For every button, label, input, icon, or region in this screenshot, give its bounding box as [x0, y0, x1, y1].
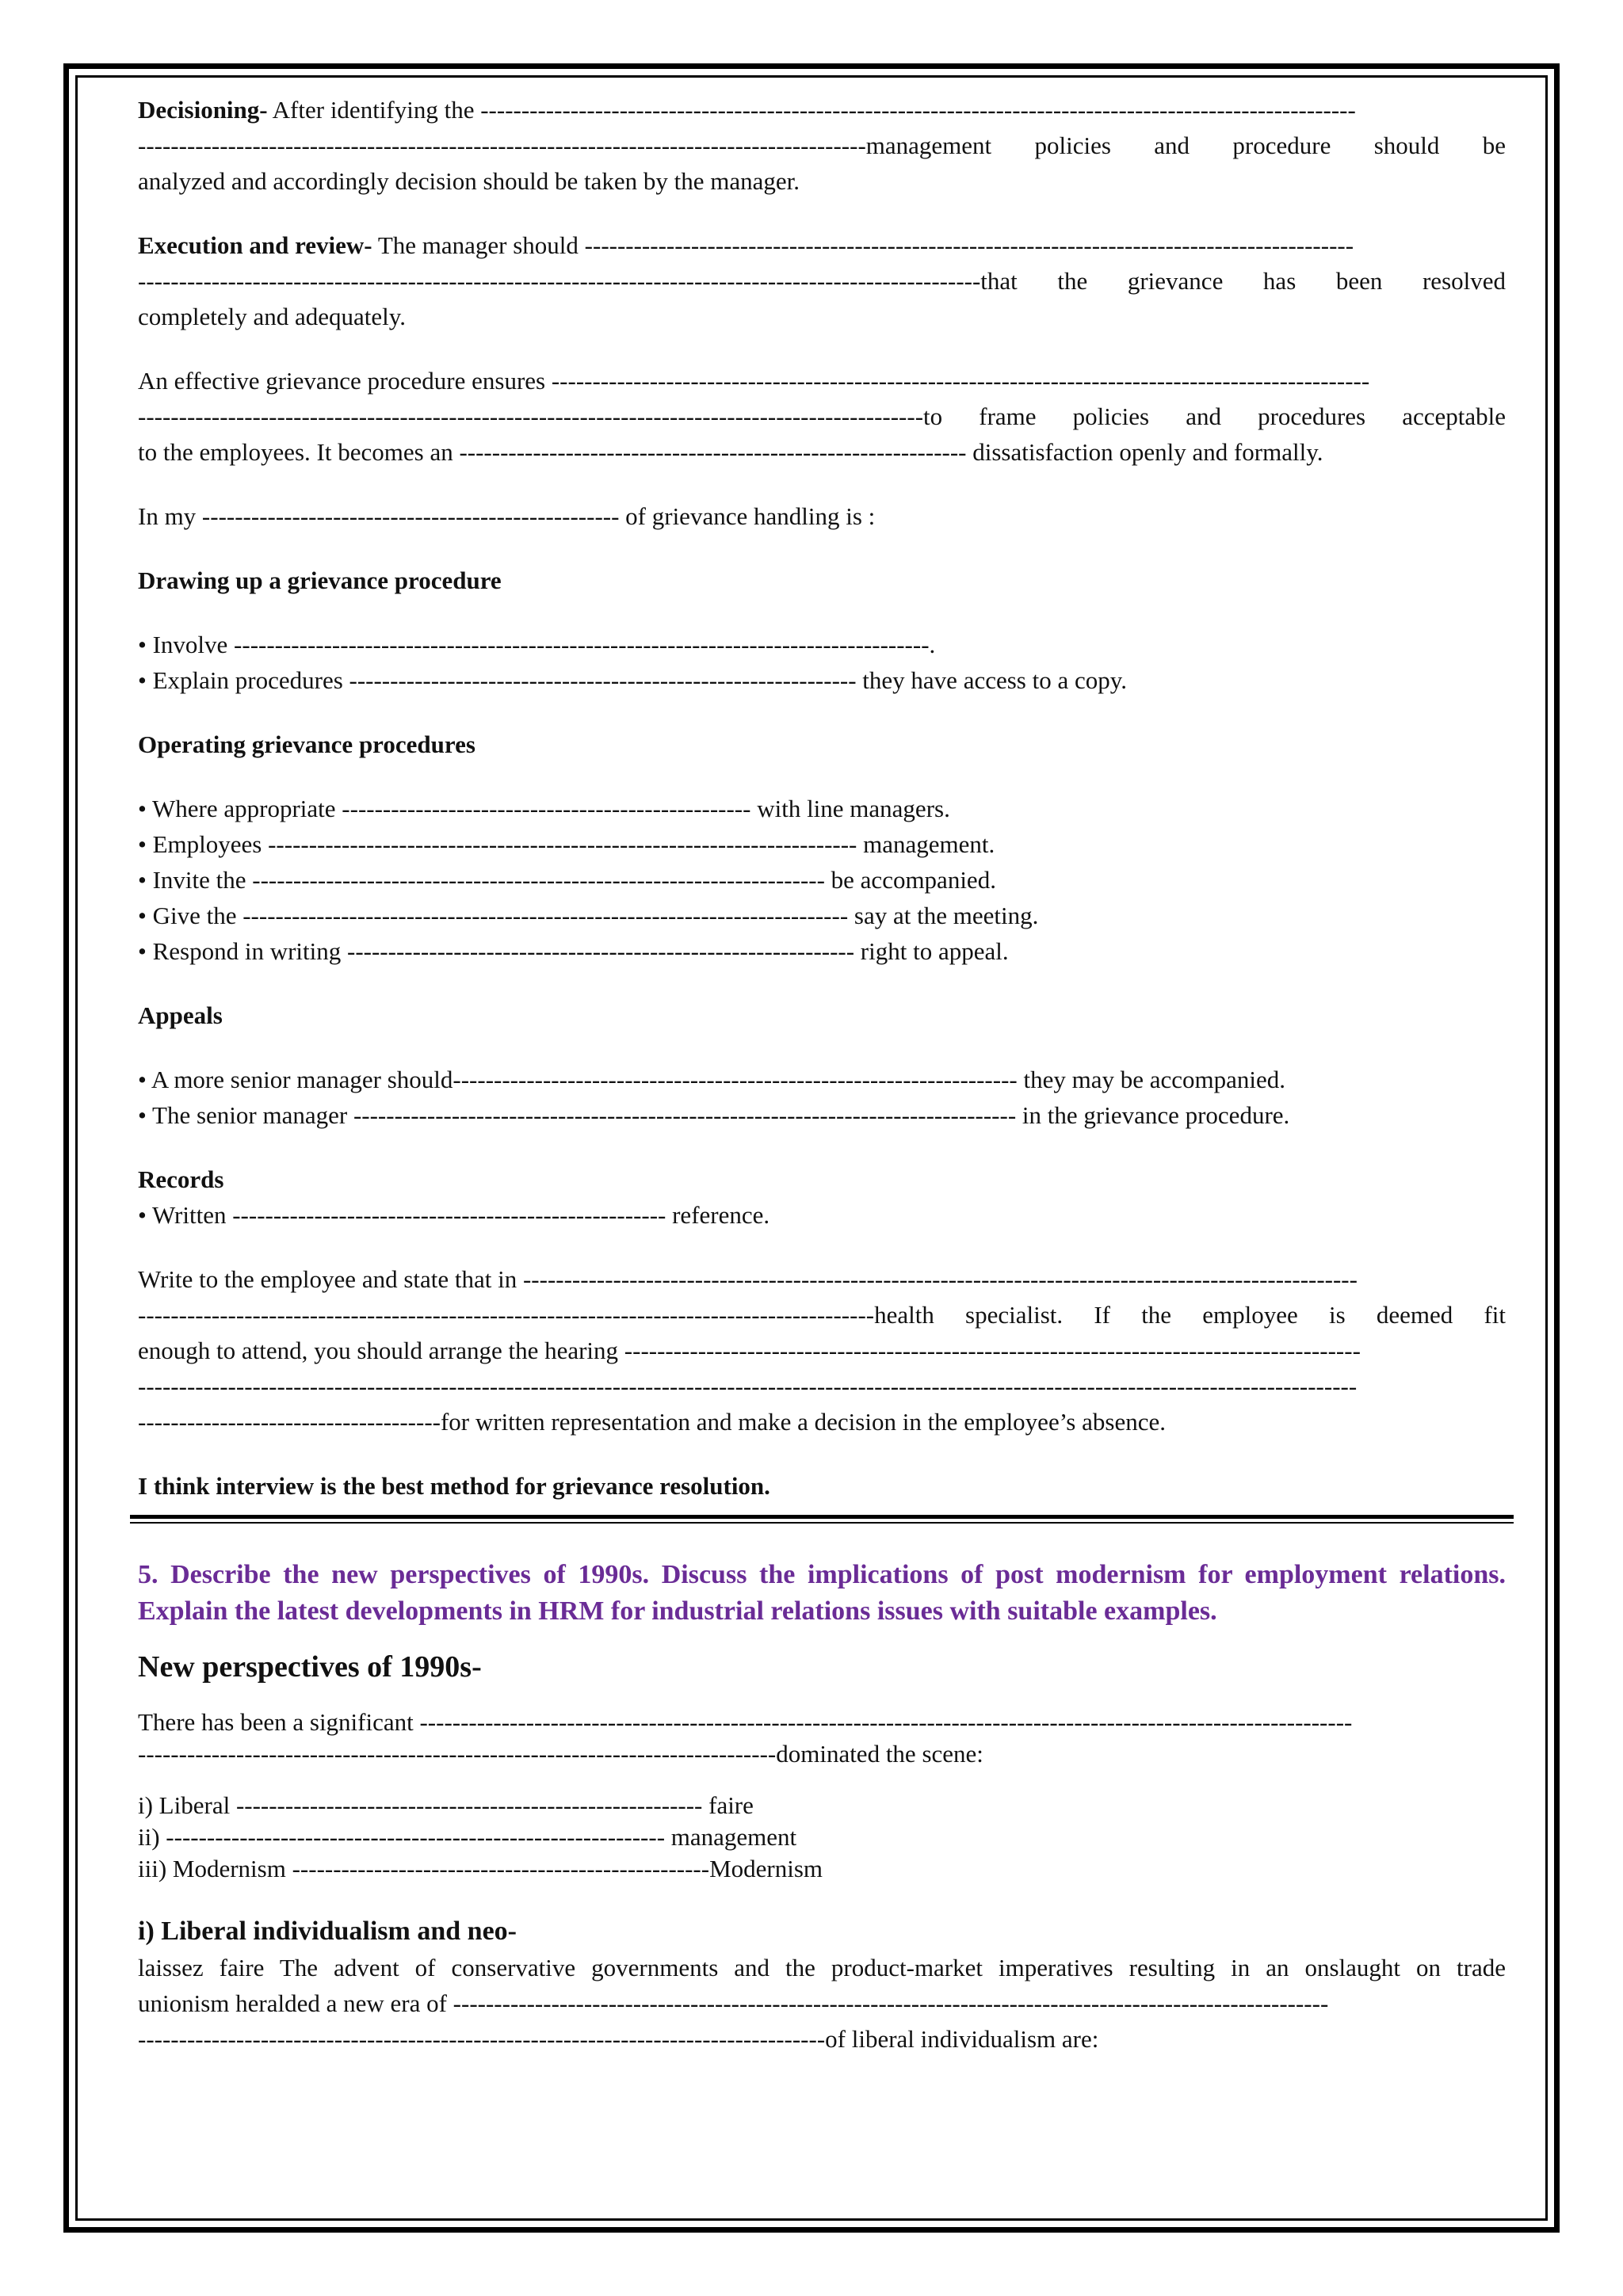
- drawing-heading: Drawing up a grievance procedure: [138, 566, 502, 594]
- paragraph-significant: [138, 1707, 1506, 1770]
- paragraph-decisioning: [138, 92, 1506, 199]
- document-body: [138, 92, 1506, 2057]
- list-item: • Invite the ---------------------------------------------------------------------- be accompanied.: [138, 866, 996, 894]
- drawing-list: [138, 627, 1506, 698]
- text-line: -----------------------------------------------------------------------------------------------------------------------------------------------------: [138, 1372, 1358, 1400]
- text-line: completely and adequately.: [138, 303, 406, 330]
- list-item: ii) ------------------------------------------------------------- management: [138, 1823, 797, 1851]
- liberal-heading: i) Liberal individualism and neo-: [138, 1917, 517, 1946]
- text-line: ------------------------------------------------------------------------------------------------to frame policies and procedures acceptable: [138, 402, 1506, 430]
- list-item: • Where appropriate -------------------------------------------------- with line managers.: [138, 795, 950, 822]
- appeals-heading: Appeals: [138, 1001, 223, 1029]
- section-divider: [130, 1515, 1514, 1524]
- list-item: • Respond in writing -------------------------------------------------------------- right to appeal.: [138, 937, 1009, 965]
- text-line: An effective grievance procedure ensures ----------------------------------------------------------------------------------------------------: [138, 367, 1370, 395]
- text-line: analyzed and accordingly decision should be taken by the manager.: [138, 167, 800, 195]
- list-item: iii) Modernism ---------------------------------------------------Modernism: [138, 1855, 823, 1882]
- paragraph-effective-procedure: [138, 363, 1506, 470]
- question-5: 5. Describe the new perspectives of 1990s. Discuss the implications of post modernism for employment relations. Explain the latest developments in HRM for industrial relations issues with suitable examples.: [138, 1560, 1506, 1626]
- text-line: -------------------------------------for written representation and make a decision in the employee’s absence.: [138, 1408, 1166, 1436]
- text-line: -----------------------------------------------------------------------------------------management policies and procedure should be: [138, 132, 1506, 159]
- text-line: ------------------------------------------------------------------------------------of liberal individualism are:: [138, 2025, 1099, 2053]
- text-line: laissez faire The advent of conservative governments and the product-market imperatives resulting in an onslaught on trade: [138, 1954, 1506, 1981]
- list-item: • Written ----------------------------------------------------- reference.: [138, 1201, 770, 1229]
- paragraph-in-my: In my --------------------------------------------------- of grievance handling is :: [138, 502, 876, 530]
- records-list: [138, 1197, 1506, 1233]
- list-item: • The senior manager --------------------------------------------------------------------------------- in the grievance procedure.: [138, 1101, 1290, 1129]
- records-heading: Records: [138, 1165, 224, 1193]
- list-item: • Give the -------------------------------------------------------------------------- say at the meeting.: [138, 902, 1039, 929]
- appeals-list: [138, 1062, 1506, 1133]
- list-item: i) Liberal --------------------------------------------------------- faire: [138, 1791, 754, 1819]
- list-item: • A more senior manager should--------------------------------------------------------------------- they may be accompanied.: [138, 1066, 1285, 1093]
- text-line: enough to attend, you should arrange the hearing ------------------------------------------------------------------------------------------: [138, 1337, 1361, 1364]
- decisioning-label: Decisioning-: [138, 96, 268, 124]
- list-item: • Employees ------------------------------------------------------------------------ management.: [138, 830, 995, 858]
- text-line: Write to the employee and state that in ------------------------------------------------------------------------------------------------------: [138, 1265, 1358, 1293]
- paragraph-execution-review: [138, 227, 1506, 334]
- paragraph-liberal: [138, 1950, 1506, 2057]
- list-item: • Involve -------------------------------------------------------------------------------------.: [138, 631, 936, 658]
- text-line: After identifying the -----------------------------------------------------------------------------------------------------------: [267, 96, 1356, 124]
- operating-heading: Operating grievance procedures: [138, 730, 475, 758]
- list-item: • Explain procedures -------------------------------------------------------------- they have access to a copy.: [138, 666, 1127, 694]
- operating-list: [138, 791, 1506, 969]
- text-line: ------------------------------------------------------------------------------------------health specialist. If the employee is deemed fit: [138, 1301, 1506, 1329]
- perspectives-list: [138, 1790, 1506, 1885]
- text-line: -------------------------------------------------------------------------------------------------------that the grievance has been resolved: [138, 267, 1506, 295]
- conclusion: I think interview is the best method for grievance resolution.: [138, 1472, 770, 1500]
- new-perspectives-heading: New perspectives of 1990s-: [138, 1650, 482, 1684]
- paragraph-write-to-employee: [138, 1261, 1506, 1440]
- text-line: to the employees. It becomes an -------------------------------------------------------------- dissatisfaction openly and formally.: [138, 438, 1323, 466]
- text-line: unionism heralded a new era of -----------------------------------------------------------------------------------------------------------: [138, 1989, 1329, 2017]
- execution-review-label: Execution and review-: [138, 231, 372, 259]
- text-line: ------------------------------------------------------------------------------dominated the scene:: [138, 1740, 983, 1768]
- text-line: There has been a significant ------------------------------------------------------------------------------------------------------------------: [138, 1708, 1353, 1736]
- text-line: The manager should ----------------------------------------------------------------------------------------------: [372, 231, 1354, 259]
